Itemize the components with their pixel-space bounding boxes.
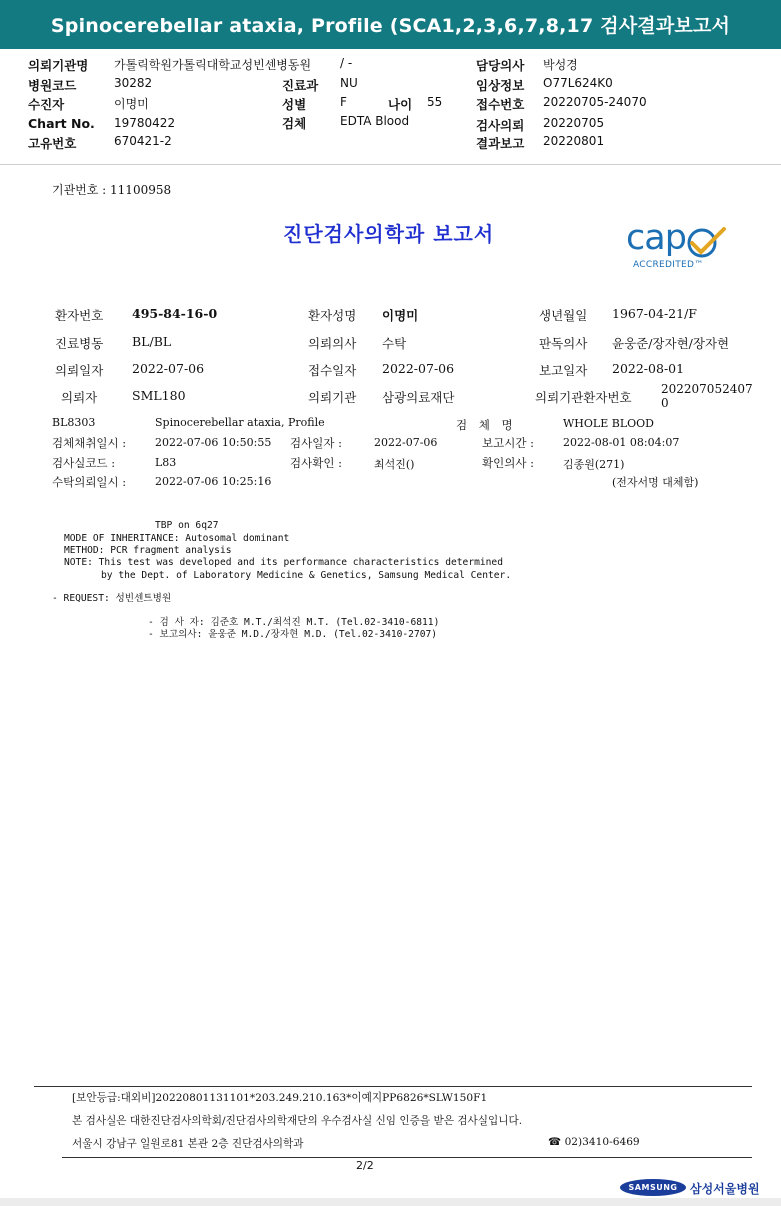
certification-line: 본 검사실은 대한진단검사의학회/진단검사의학재단의 우수검사실 신임 인증을 받은 검사실입니다.	[72, 1115, 523, 1127]
patient-value-birth: 1967-04-21/F	[612, 306, 697, 321]
header-value-hospital-code: 30282	[114, 76, 153, 90]
patient-label-id: 환자번호	[55, 308, 104, 323]
header-value-sex: F	[340, 95, 347, 109]
header-value-result-report: 20220801	[543, 134, 605, 148]
header-label-sex: 성별	[282, 97, 307, 112]
report-time-value: 2022-08-01 08:04:07	[563, 436, 680, 449]
patient-label-request-date: 의뢰일자	[55, 363, 104, 378]
test-name: Spinocerebellar ataxia, Profile	[155, 416, 325, 429]
specimen-name-value: WHOLE BLOOD	[563, 417, 654, 430]
patient-label-report-date: 보고일자	[539, 363, 588, 378]
test-date-label: 검사일자 :	[290, 436, 342, 450]
patient-label-ward: 진료병동	[55, 336, 104, 351]
patient-label-requesting-institution: 의뢰기관	[308, 390, 357, 405]
patient-label-name: 환자성명	[308, 308, 357, 323]
footer-bottom-rule	[62, 1157, 752, 1158]
header-label-hospital-code: 병원코드	[28, 78, 77, 93]
patient-label-birth: 생년월일	[539, 308, 588, 323]
header-value-specimen: EDTA Blood	[340, 114, 410, 128]
header-value-institution-suffix: / -	[340, 56, 353, 70]
patient-value-institution-patient-no: 202207052407	[661, 382, 753, 396]
patient-value-requester: SML180	[132, 388, 186, 403]
electronic-signature-note: (전자서명 대체함)	[612, 476, 699, 489]
report-banner-title: Spinocerebellar ataxia, Profile (SCA1,2,3,6,7,8,17 검사결과보고서	[0, 0, 781, 49]
header-value-clinical-info: O77L624K0	[543, 76, 613, 90]
header-label-age: 나이	[388, 97, 413, 112]
patient-label-institution-patient-no: 의뢰기관환자번호	[535, 390, 632, 405]
patient-value-institution-patient-no-suffix: 0	[661, 396, 669, 410]
patient-value-request-date: 2022-07-06	[132, 361, 205, 376]
patient-value-reading-doctor: 윤웅준/장자현/장자현	[612, 336, 730, 351]
collection-time-label: 검체채취일시 :	[52, 436, 127, 450]
header-value-institution: 가톨릭학원가톨릭대학교성빈센병동원	[114, 58, 312, 72]
mode-of-inheritance-line: MODE OF INHERITANCE: Autosomal dominant	[64, 533, 290, 544]
header-value-department: NU	[340, 76, 358, 90]
cap-logo-subtitle: ACCREDITED™	[633, 260, 704, 270]
outsourced-request-value: 2022-07-06 10:25:16	[155, 475, 272, 488]
header-label-result-report: 결과보고	[476, 136, 525, 151]
footer-top-rule	[34, 1086, 752, 1087]
header-label-doctor: 담당의사	[476, 58, 525, 73]
header-value-doctor: 박성경	[543, 58, 578, 72]
cap-logo-word: cap	[626, 218, 686, 258]
specimen-name-label: 검 체 명	[456, 418, 517, 432]
security-line: [보안등급:대외비]20220801131101*203.249.210.163*이예지PP6826*SLW150F1	[72, 1092, 488, 1104]
page-bottom-bar	[0, 1198, 781, 1206]
patient-label-requester: 의뢰자	[61, 390, 98, 405]
patient-value-report-date: 2022-08-01	[612, 361, 685, 376]
reporter-line: - 보고의사: 윤웅준 M.D./장자현 M.D. (Tel.02-3410-2707)	[148, 629, 438, 640]
header-value-test-request: 20220705	[543, 116, 605, 130]
header-label-department: 진료과	[282, 78, 319, 93]
header-value-age: 55	[427, 95, 443, 109]
header-value-receipt-no: 20220705-24070	[543, 95, 647, 109]
test-confirm-value: 최석진()	[374, 458, 415, 471]
tester-line: - 검 사 자: 김준호 M.T./최석진 M.T. (Tel.02-3410-6811)	[148, 617, 440, 628]
report-title: 진단검사의학과 보고서	[283, 222, 495, 246]
header-label-institution: 의뢰기관명	[28, 58, 89, 73]
cap-checkmark-icon	[684, 227, 728, 259]
patient-value-name: 이명미	[382, 308, 419, 323]
header-label-specimen: 검체	[282, 116, 307, 131]
tbp-line: TBP on 6q27	[155, 520, 219, 531]
note-line-1: NOTE: This test was developed and its performance characteristics determined	[64, 557, 503, 568]
samsung-hospital-name: 삼성서울병원	[690, 1182, 760, 1196]
patient-value-receipt-date: 2022-07-06	[382, 361, 455, 376]
test-code: BL8303	[52, 416, 96, 429]
header-label-unique-no: 고유번호	[28, 136, 77, 151]
patient-value-ward: BL/BL	[132, 334, 172, 349]
cap-accredited-logo	[626, 218, 736, 275]
test-confirm-label: 검사확인 :	[290, 456, 342, 470]
page-number: 2/2	[356, 1159, 374, 1172]
patient-value-id: 495-84-16-0	[132, 306, 218, 321]
patient-label-receipt-date: 접수일자	[308, 363, 357, 378]
header-label-clinical-info: 임상정보	[476, 78, 525, 93]
header-value-chart-no: 19780422	[114, 116, 176, 130]
header-label-chart-no: Chart No.	[28, 116, 95, 131]
outsourced-request-label: 수탁의뢰일시 :	[52, 475, 127, 489]
patient-label-reading-doctor: 판독의사	[539, 336, 588, 351]
header-label-test-request: 검사의뢰	[476, 118, 525, 133]
samsung-logo-oval: SAMSUNG	[620, 1179, 686, 1196]
collection-time-value: 2022-07-06 10:50:55	[155, 436, 272, 449]
header-value-unique-no: 670421-2	[114, 134, 172, 148]
patient-label-ordering-doctor: 의뢰의사	[308, 336, 357, 351]
confirm-doctor-value: 김종원(271)	[563, 458, 625, 471]
header-label-patient: 수진자	[28, 97, 65, 112]
lab-address: 서울시 강남구 일원로81 본관 2층 진단검사의학과	[72, 1138, 304, 1150]
request-line: - REQUEST: 성빈센트병원	[52, 593, 172, 604]
header-label-receipt-no: 접수번호	[476, 97, 525, 112]
method-line: METHOD: PCR fragment analysis	[64, 545, 232, 556]
header-separator	[0, 164, 781, 165]
lab-code-label: 검사실코드 :	[52, 456, 116, 470]
institution-number: 기관번호 : 11100958	[52, 183, 172, 197]
patient-value-ordering-doctor: 수탁	[382, 336, 407, 351]
confirm-doctor-label: 확인의사 :	[482, 456, 534, 470]
report-time-label: 보고시간 :	[482, 436, 534, 450]
patient-value-requesting-institution: 삼광의료재단	[382, 390, 455, 405]
test-date-value: 2022-07-06	[374, 436, 438, 449]
header-value-patient: 이명미	[114, 97, 149, 111]
note-line-2: by the Dept. of Laboratory Medicine & Genetics, Samsung Medical Center.	[101, 570, 512, 581]
lab-code-value: L83	[155, 456, 177, 469]
lab-phone: ☎ 02)3410-6469	[548, 1136, 640, 1148]
